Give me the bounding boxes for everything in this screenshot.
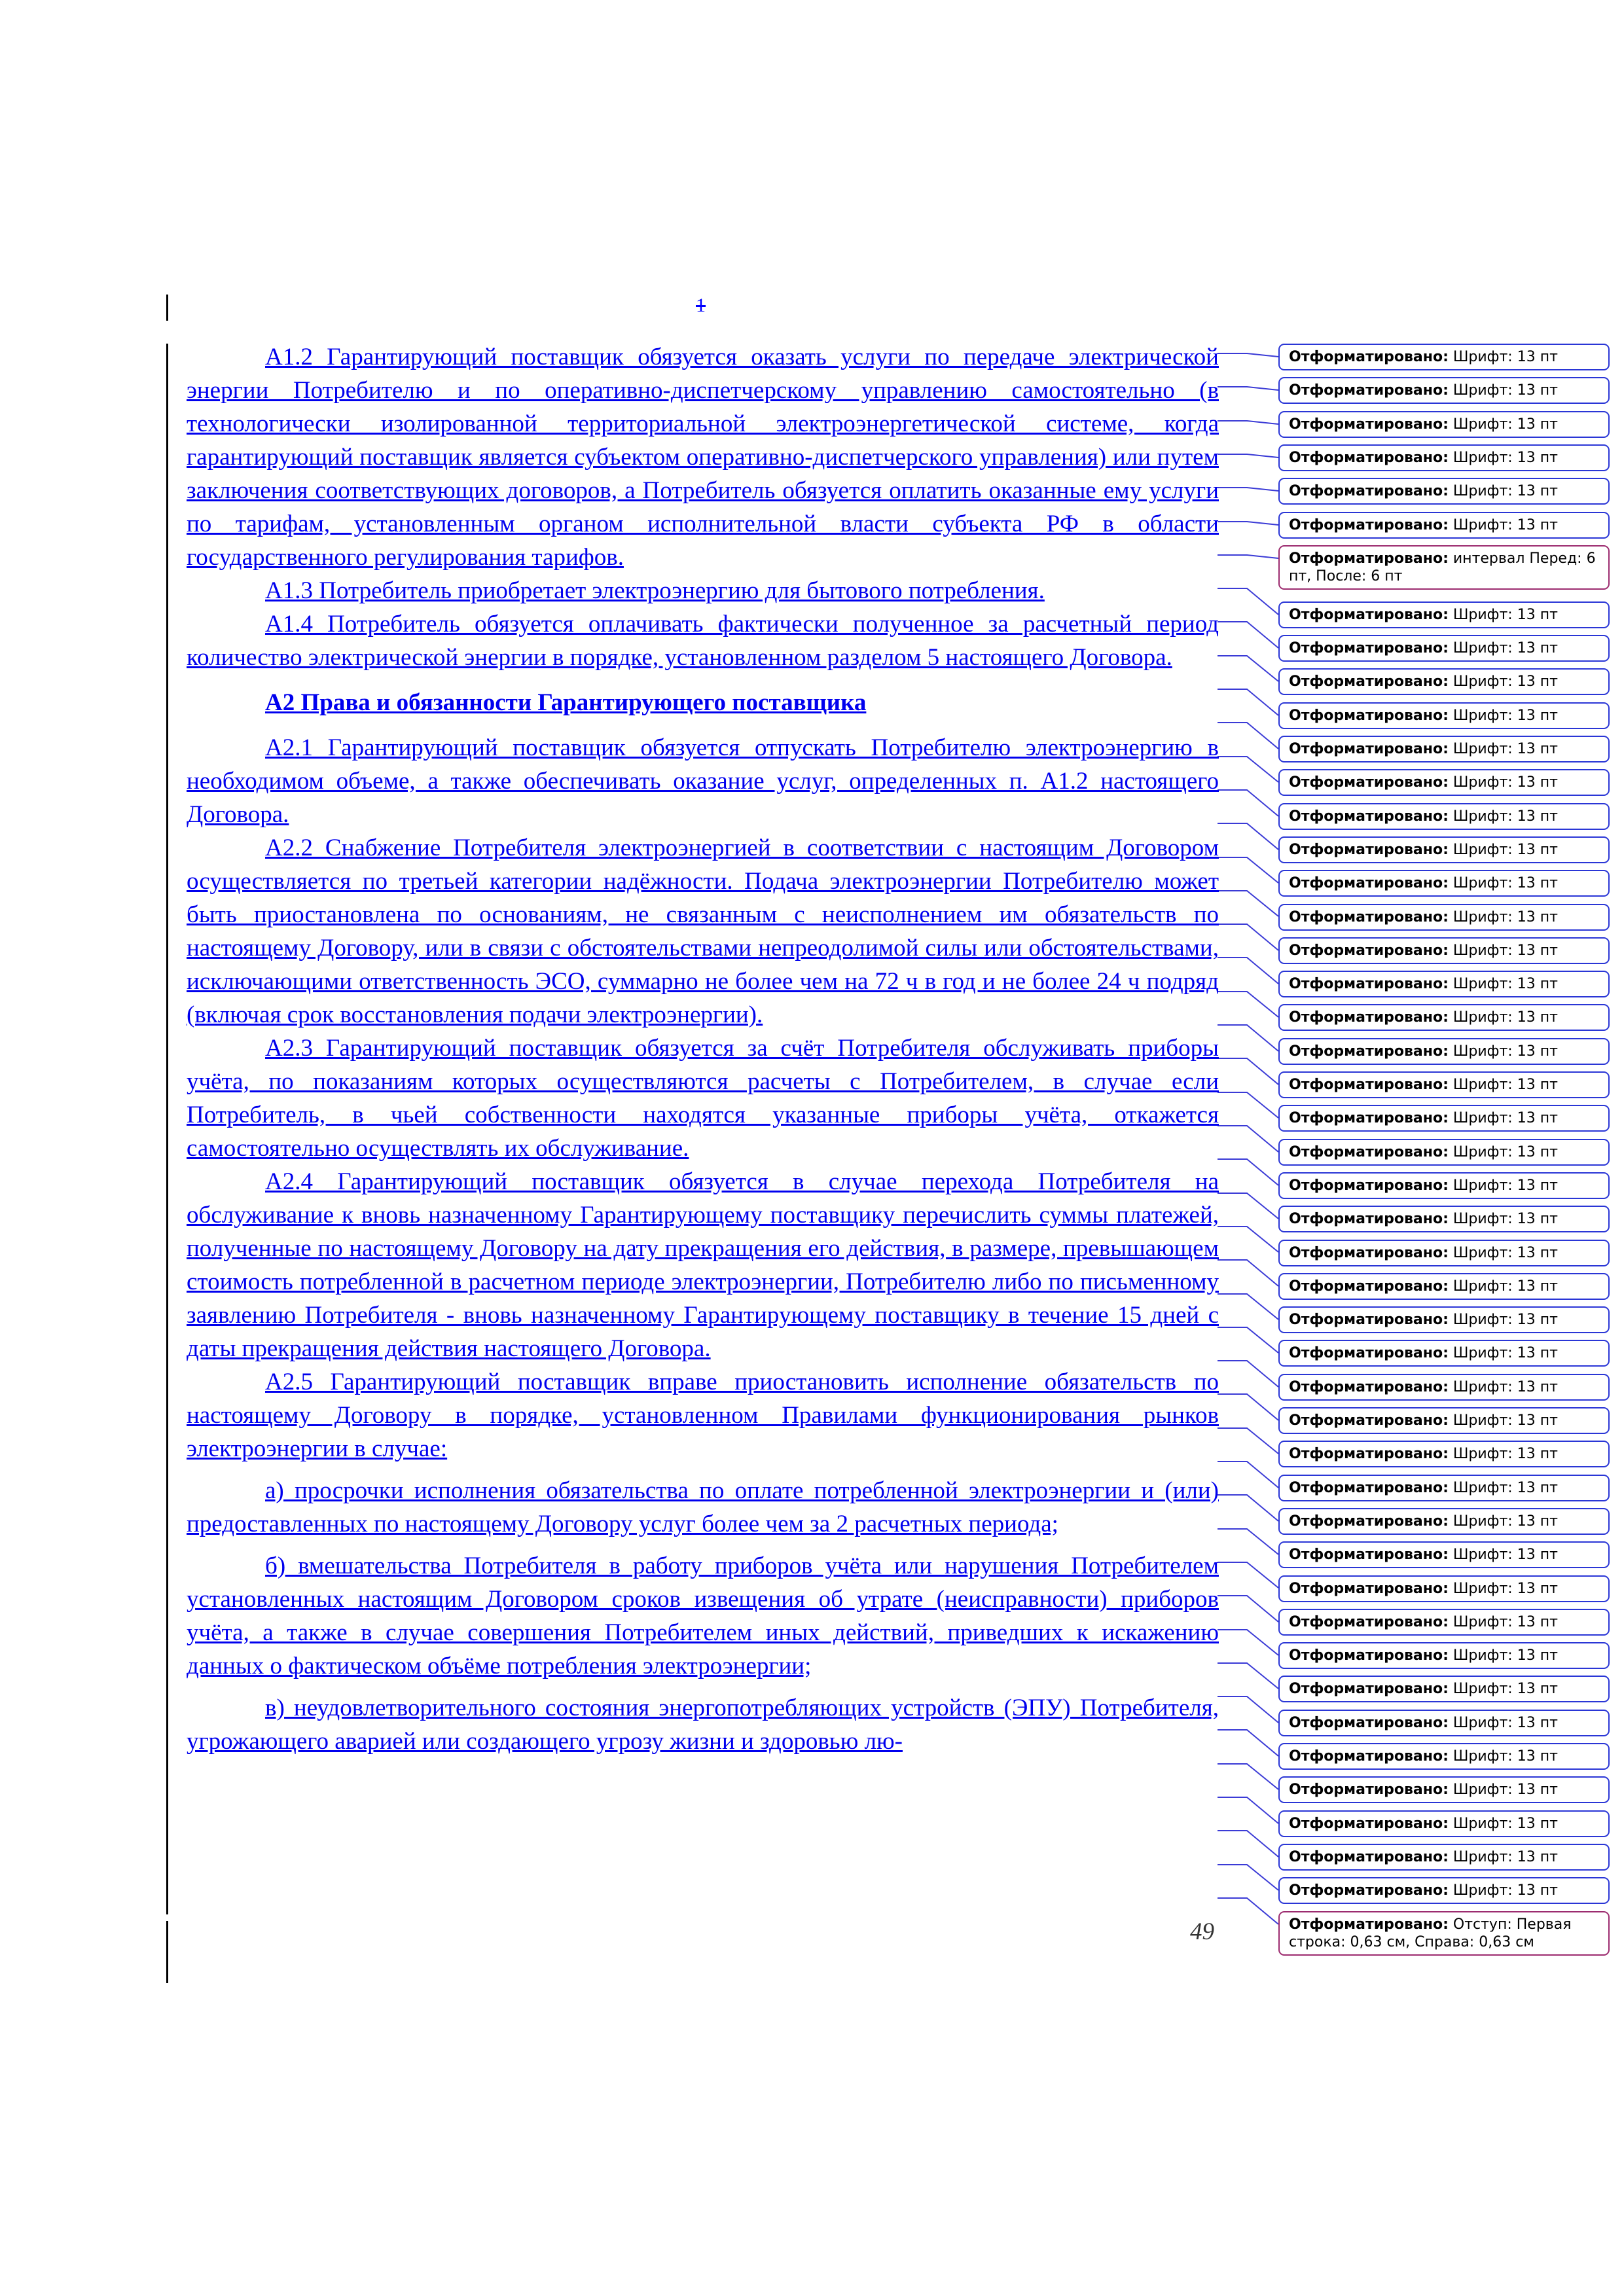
format-change-balloon[interactable] [1278, 971, 1610, 997]
paragraph: б) вмешательства Потребителя в работу приборов учёта или нарушения Потребителем установленных настоящим Договором сроков извещения об утрате (неисправности) приборов учёта, а также в случае совершения Потребителем иных действий, приведших к искажению данных о фактическом объёме потребления электроэнергии; [187, 1552, 1219, 1679]
leader-line [1218, 488, 1278, 491]
balloon-text: Шрифт: 13 пт [1448, 1177, 1558, 1194]
format-change-balloon[interactable] [1278, 904, 1610, 931]
leader-line [1218, 1394, 1278, 1420]
format-change-balloon[interactable] [1278, 1340, 1610, 1367]
leader-line [1218, 522, 1278, 525]
leader-line [1218, 1092, 1278, 1118]
balloon-text: Шрифт: 13 пт [1448, 1647, 1558, 1664]
leader-line [1218, 1428, 1278, 1454]
leader-line [1218, 924, 1278, 950]
leader-line [1218, 723, 1278, 749]
balloon-label: Отформатировано: [1289, 673, 1449, 691]
leader-line [1218, 588, 1278, 615]
format-change-balloon[interactable] [1278, 1273, 1610, 1300]
leader-line [1218, 790, 1278, 816]
leader-line [1218, 1058, 1278, 1085]
balloon-label: Отформатировано: [1289, 1143, 1449, 1160]
page-number: 49 [1190, 1918, 1214, 1945]
balloon-label: Отформатировано: [1289, 1748, 1449, 1765]
paragraph: А2.4 Гарантирующий поставщик обязуется в случае перехода Потребителя на обслуживание к вновь назначенному Гарантирующему поставщику перечислить суммы платежей, полученные по настоящему Договору на дату прекращения его действия, в размере, превышающем стоимость потребленной в расчетном периоде электроэнергии, Потребителю либо по письменному заявлению Потребителя - вновь назначенному Гарантирующему поставщику в течение 15 дней с даты прекращения действия настоящего Договора. [187, 1168, 1219, 1362]
balloon-label: Отформатировано: [1289, 483, 1449, 500]
leader-line [1218, 1630, 1278, 1655]
format-change-balloon[interactable] [1278, 1407, 1610, 1434]
leader-line [1218, 1361, 1278, 1387]
balloon-text: Шрифт: 13 пт [1448, 1479, 1558, 1496]
paragraph: А1.3 Потребитель приобретает электроэнергию для бытового потребления. [265, 577, 1045, 604]
format-change-balloon[interactable] [1278, 1911, 1610, 1956]
balloon-label: Отформатировано: [1289, 1211, 1449, 1228]
leader-line [1218, 1865, 1278, 1890]
format-change-balloon[interactable] [1278, 1844, 1610, 1871]
format-change-balloon[interactable] [1278, 1306, 1610, 1333]
balloon-text: Шрифт: 13 пт [1448, 1513, 1558, 1530]
leader-line [1218, 1294, 1278, 1319]
leader-line [1218, 1696, 1278, 1723]
format-change-balloon[interactable] [1278, 1508, 1610, 1535]
balloon-label: Отформатировано: [1289, 416, 1449, 433]
balloon-text: Шрифт: 13 пт [1448, 707, 1558, 724]
format-change-balloon[interactable] [1278, 1038, 1610, 1065]
paragraph: А2.1 Гарантирующий поставщик обязуется отпускать Потребителю электроэнергию в необходимом объеме, а также обеспечивать оказание услуг, определенных п. А1.2 настоящего Договора. [187, 734, 1219, 828]
format-change-balloon[interactable] [1278, 1776, 1610, 1803]
format-change-balloon[interactable] [1278, 377, 1610, 404]
balloon-label: Отформатировано: [1289, 1681, 1449, 1698]
leader-line [1218, 992, 1278, 1017]
balloon-text: Шрифт: 13 пт [1448, 640, 1558, 657]
format-change-balloon[interactable] [1278, 1743, 1610, 1770]
balloon-text: Шрифт: 13 пт [1448, 1547, 1558, 1564]
balloon-text: Шрифт: 13 пт [1448, 1244, 1558, 1261]
balloon-text: Шрифт: 13 пт [1448, 349, 1558, 365]
balloon-text: Шрифт: 13 пт [1448, 1681, 1558, 1698]
format-change-balloon[interactable] [1278, 1810, 1610, 1837]
balloon-label: Отформатировано: [1289, 1613, 1449, 1630]
balloon-text: Шрифт: 13 пт [1448, 516, 1558, 533]
format-change-balloon[interactable] [1278, 1475, 1610, 1501]
leader-line [1218, 1327, 1278, 1353]
format-change-balloon[interactable] [1278, 937, 1610, 964]
balloon-text: Шрифт: 13 пт [1448, 416, 1558, 433]
section-heading: А2 Права и обязанности Гарантирующего поставщика [265, 689, 867, 716]
format-change-balloon[interactable] [1278, 344, 1610, 370]
balloon-text: Шрифт: 13 пт [1448, 1815, 1558, 1832]
balloon-text: Шрифт: 13 пт [1448, 1782, 1558, 1799]
leader-line [1218, 1529, 1278, 1554]
balloon-text: Шрифт: 13 пт [1448, 1009, 1558, 1026]
balloon-text: Шрифт: 13 пт [1448, 875, 1558, 892]
leader-line [1218, 1898, 1278, 1924]
format-change-balloon[interactable] [1278, 1172, 1610, 1199]
format-change-balloon[interactable] [1278, 1609, 1610, 1636]
leader-line [1218, 757, 1278, 782]
balloon-label: Отформатировано: [1289, 1412, 1449, 1429]
paragraph: А2.2 Снабжение Потребителя электроэнергией в соответствии с настоящим Договором осуществляется по третьей категории надёжности. Подача электроэнергии Потребителю может быть приостановлена по основаниям, не связанным с неисполнением им обязательств по настоящему Договору, или в связи с обстоятельствами непреодолимой силы или обстоятельствами, исключающими ответственность ЭСО, суммарно не более чем на 72 ч в год и не более 24 ч подряд (включая срок восстановления подачи электроэнергии). [187, 834, 1219, 1028]
leader-line [1218, 1730, 1278, 1756]
balloon-label: Отформатировано: [1289, 1378, 1449, 1395]
balloon-label: Отформатировано: [1289, 1714, 1449, 1731]
leader-line [1218, 421, 1278, 424]
format-change-balloon[interactable] [1278, 1642, 1610, 1669]
balloon-text: Шрифт: 13 пт [1448, 449, 1558, 466]
balloon-label: Отформатировано: [1289, 1916, 1449, 1933]
format-change-balloon[interactable] [1278, 1374, 1610, 1401]
balloon-label: Отформатировано: [1289, 1446, 1449, 1463]
balloon-label: Отформатировано: [1289, 1815, 1449, 1832]
balloon-label: Отформатировано: [1289, 707, 1449, 724]
balloon-text: Шрифт: 13 пт [1448, 673, 1558, 691]
paragraph: А1.2 Гарантирующий поставщик обязуется оказать услуги по передаче электрической энергии Потребителю и по оперативно-диспетчерскому управлению самостоятельно (в технологически изолированной территориальной электроэнергетической системе, когда гарантирующий поставщик является субъектом оперативно-диспетчерского управления) или путем заключения соответствующих договоров, а Потребитель обязуется оплатить оказанные ему услуги по тарифам, установленным органом исполнительной власти субъекта РФ в области государственного регулирования тарифов. [187, 344, 1219, 571]
balloon-label: Отформатировано: [1289, 606, 1449, 623]
format-change-balloon[interactable] [1278, 1676, 1610, 1702]
balloon-text: Шрифт: 13 пт [1448, 1312, 1558, 1329]
balloon-text: Шрифт: 13 пт [1448, 1748, 1558, 1765]
balloon-text: Шрифт: 13 пт [1448, 1211, 1558, 1228]
format-change-balloon[interactable] [1278, 1071, 1610, 1098]
balloon-text: Шрифт: 13 пт [1448, 1345, 1558, 1362]
balloon-label: Отформатировано: [1289, 1043, 1449, 1060]
leader-line [1218, 1126, 1278, 1152]
balloon-label: Отформатировано: [1289, 640, 1449, 657]
format-change-balloon[interactable] [1278, 1240, 1610, 1266]
leader-line [1218, 353, 1278, 357]
format-change-balloon[interactable] [1278, 1206, 1610, 1232]
leader-line [1218, 1025, 1278, 1051]
paragraph: А1.4 Потребитель обязуется оплачивать фактически полученное за расчетный период количество электрической энергии в порядке, установленном разделом 5 настоящего Договора. [187, 611, 1219, 671]
format-change-balloon[interactable] [1278, 444, 1610, 471]
format-change-balloon[interactable] [1278, 1710, 1610, 1736]
balloon-text: Шрифт: 13 пт [1448, 1043, 1558, 1060]
leader-line [1218, 1159, 1278, 1185]
balloon-label: Отформатировано: [1289, 1345, 1449, 1362]
format-change-balloon[interactable] [1278, 1877, 1610, 1904]
balloon-text: Шрифт: 13 пт [1448, 483, 1558, 500]
balloon-text: Шрифт: 13 пт [1448, 1077, 1558, 1093]
format-change-balloon[interactable] [1278, 411, 1610, 438]
format-change-balloon[interactable] [1278, 1004, 1610, 1031]
balloon-label: Отформатировано: [1289, 1479, 1449, 1496]
balloon-label: Отформатировано: [1289, 1110, 1449, 1127]
leader-line [1218, 1462, 1278, 1488]
balloon-label: Отформатировано: [1289, 808, 1449, 825]
balloon-label: Отформатировано: [1289, 908, 1449, 925]
leader-line [1218, 387, 1278, 390]
balloon-text: Шрифт: 13 пт [1448, 1143, 1558, 1160]
balloon-label: Отформатировано: [1289, 349, 1449, 365]
balloon-text: Шрифт: 13 пт [1448, 1613, 1558, 1630]
format-change-balloon[interactable] [1278, 836, 1610, 863]
format-change-balloon[interactable] [1278, 1139, 1610, 1166]
balloon-label: Отформатировано: [1289, 774, 1449, 791]
balloon-label: Отформатировано: [1289, 516, 1449, 533]
balloon-label: Отформатировано: [1289, 1312, 1449, 1329]
leader-line [1218, 656, 1278, 681]
balloon-label: Отформатировано: [1289, 1009, 1449, 1026]
balloon-text: Шрифт: 13 пт [1448, 942, 1558, 959]
balloon-label: Отформатировано: [1289, 1647, 1449, 1664]
format-change-balloon[interactable] [1278, 870, 1610, 897]
leader-line [1218, 823, 1278, 850]
format-change-balloon[interactable] [1278, 702, 1610, 729]
balloon-text: Шрифт: 13 пт [1448, 976, 1558, 993]
format-change-balloon[interactable] [1278, 601, 1610, 628]
balloon-label: Отформатировано: [1289, 1580, 1449, 1597]
balloon-label: Отформатировано: [1289, 841, 1449, 858]
balloon-label: Отформатировано: [1289, 382, 1449, 399]
leader-line [1218, 555, 1278, 558]
paragraph: в) неудовлетворительного состояния энергопотребляющих устройств (ЭПУ) Потребителя, угрожающего аварией или создающего угрозу жизни и здоровью лю- [187, 1695, 1219, 1755]
format-change-balloon[interactable] [1278, 668, 1610, 695]
balloon-label: Отформатировано: [1289, 1077, 1449, 1093]
balloon-label: Отформатировано: [1289, 1547, 1449, 1564]
balloon-text: Шрифт: 13 пт [1448, 1848, 1558, 1865]
leader-line [1218, 1764, 1278, 1789]
balloon-text: Шрифт: 13 пт [1448, 1110, 1558, 1127]
format-change-balloon[interactable] [1278, 478, 1610, 505]
format-change-balloon[interactable] [1278, 1575, 1610, 1602]
leader-line [1218, 1596, 1278, 1622]
format-change-balloon[interactable] [1278, 1441, 1610, 1467]
balloon-label: Отформатировано: [1289, 1278, 1449, 1295]
format-change-balloon[interactable] [1278, 803, 1610, 830]
balloon-label: Отформатировано: [1289, 449, 1449, 466]
document-body [187, 340, 1219, 1758]
format-change-balloon[interactable] [1278, 736, 1610, 762]
leader-line [1218, 857, 1278, 883]
leader-line [1218, 1495, 1278, 1521]
balloon-label: Отформатировано: [1289, 1244, 1449, 1261]
paragraph: А2.3 Гарантирующий поставщик обязуется за счёт Потребителя обслуживать приборы учёта, по показаниям которых осуществляются расчеты с Потребителем, в случае если Потребитель, в чьей собственности находятся указанные приборы учёта, откажется самостоятельно осуществлять их обслуживание. [187, 1035, 1219, 1162]
header-revision-mark: 1 [696, 295, 706, 316]
balloon-text: Шрифт: 13 пт [1448, 774, 1558, 791]
format-change-balloon[interactable] [1278, 545, 1610, 590]
balloon-text: Шрифт: 13 пт [1448, 741, 1558, 757]
leader-line [1218, 1663, 1278, 1689]
balloon-text: Шрифт: 13 пт [1448, 1412, 1558, 1429]
balloon-text: Отступ: Первая строка: 0,63 см, Справа: 0,63 см [1289, 1916, 1572, 1950]
balloon-label: Отформатировано: [1289, 1177, 1449, 1194]
format-change-balloon[interactable] [1278, 512, 1610, 539]
balloon-label: Отформатировано: [1289, 875, 1449, 892]
leader-line [1218, 622, 1278, 648]
balloon-text: Шрифт: 13 пт [1448, 1278, 1558, 1295]
balloon-label: Отформатировано: [1289, 550, 1449, 567]
balloon-label: Отформатировано: [1289, 942, 1449, 959]
paragraph: А2.5 Гарантирующий поставщик вправе приостановить исполнение обязательств по настоящему Договору в порядке, установленном Правилами функционирования рынков электроэнергии в случае: [187, 1369, 1219, 1462]
format-change-balloon[interactable] [1278, 635, 1610, 662]
leader-line [1218, 1193, 1278, 1219]
leader-line [1218, 1260, 1278, 1286]
balloon-text: Шрифт: 13 пт [1448, 606, 1558, 623]
balloon-text: Шрифт: 13 пт [1448, 808, 1558, 825]
balloon-text: Шрифт: 13 пт [1448, 1882, 1558, 1899]
balloon-label: Отформатировано: [1289, 1782, 1449, 1799]
balloon-label: Отформатировано: [1289, 1513, 1449, 1530]
leader-line [1218, 1562, 1278, 1588]
format-change-balloon[interactable] [1278, 1541, 1610, 1568]
leader-line [1218, 689, 1278, 715]
format-change-balloon[interactable] [1278, 769, 1610, 796]
balloon-text: Шрифт: 13 пт [1448, 1580, 1558, 1597]
leader-line [1218, 454, 1278, 457]
paragraph: а) просрочки исполнения обязательства по оплате потребленной электроэнергии и (или) предоставленных по настоящему Договору услуг более чем за 2 расчетных периода; [187, 1477, 1219, 1537]
balloon-text: Шрифт: 13 пт [1448, 908, 1558, 925]
format-change-balloon[interactable] [1278, 1105, 1610, 1132]
leader-line [1218, 891, 1278, 916]
leader-line [1218, 1797, 1278, 1823]
balloon-text: Шрифт: 13 пт [1448, 841, 1558, 858]
balloon-text: Шрифт: 13 пт [1448, 382, 1558, 399]
leader-line [1218, 1227, 1278, 1252]
balloon-text: интервал Перед: 6 пт, После: 6 пт [1289, 550, 1596, 584]
balloon-text: Шрифт: 13 пт [1448, 1378, 1558, 1395]
balloon-text: Шрифт: 13 пт [1448, 1446, 1558, 1463]
balloon-label: Отформатировано: [1289, 741, 1449, 757]
balloon-label: Отформатировано: [1289, 1848, 1449, 1865]
leader-line [1218, 1831, 1278, 1857]
balloon-text: Шрифт: 13 пт [1448, 1714, 1558, 1731]
balloon-label: Отформатировано: [1289, 976, 1449, 993]
balloon-label: Отформатировано: [1289, 1882, 1449, 1899]
leader-line [1218, 958, 1278, 984]
